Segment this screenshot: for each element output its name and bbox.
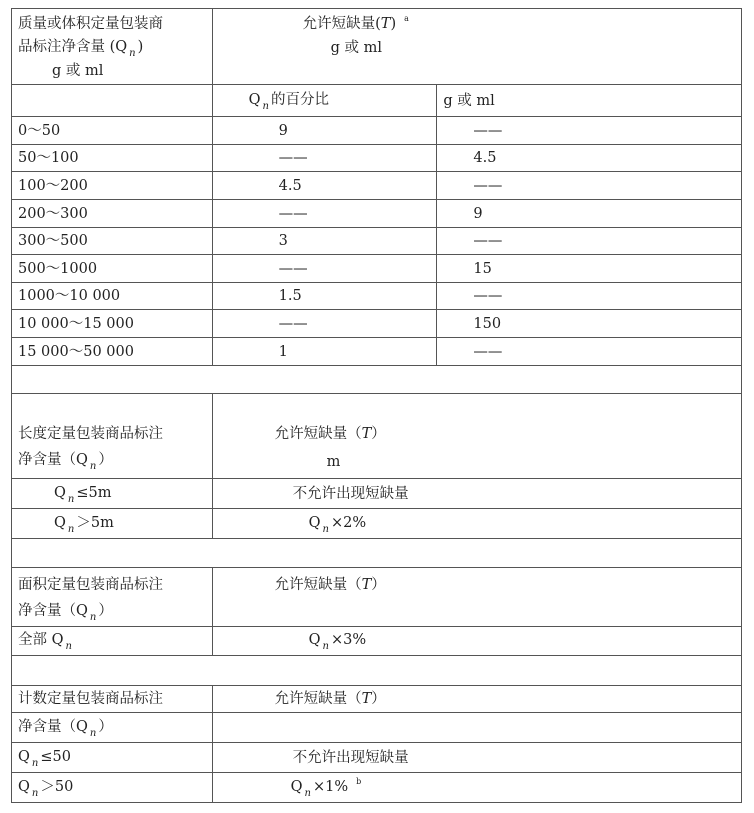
table-row: [12, 200, 742, 228]
spacer-row: [12, 539, 742, 568]
footnote-b: b: [356, 776, 362, 786]
table-row: [12, 479, 742, 509]
mass-header-right: [212, 9, 741, 85]
header-text: 品标注净含量 (Q $_n$ ): [18, 39, 144, 59]
condition-cell: Q $_n$ ＞5m: [12, 509, 213, 539]
gml-cell: ——: [437, 338, 742, 366]
gml-cell: 4.5: [437, 145, 742, 172]
table-row: [12, 283, 742, 310]
percent-cell: 4.5: [212, 172, 437, 200]
header-text: 净含量（Q $_n$ ）: [12, 713, 213, 743]
footnote-a: a: [404, 14, 409, 23]
empty-cell: [212, 713, 741, 743]
condition-cell: Q $_n$ ≤50: [12, 743, 213, 773]
value-cell: 不允许出现短缺量: [212, 479, 741, 509]
percent-cell: ——: [212, 310, 437, 338]
range-cell: 15 000～50 000: [12, 338, 213, 366]
gml-cell: ——: [437, 228, 742, 255]
mass-header-left: [12, 9, 213, 85]
condition-cell: Q $_n$ ≤5m: [12, 479, 213, 509]
header-text: 面积定量包装商品标注: [18, 577, 163, 593]
percent-cell: ——: [212, 200, 437, 228]
mass-header-row: [12, 9, 742, 85]
table-row: [12, 627, 742, 656]
range-cell: 200～300: [12, 200, 213, 228]
table-row: [12, 743, 742, 773]
header-text: 允许短缺量(T) $^a$: [302, 14, 409, 32]
header-unit: g 或 ml: [52, 63, 104, 79]
table-row: [12, 338, 742, 366]
range-cell: 100～200: [12, 172, 213, 200]
range-cell: 0～50: [12, 117, 213, 145]
table-row: [12, 310, 742, 338]
empty-cell: [12, 366, 742, 394]
condition-cell: Q $_n$ ＞50: [12, 773, 213, 803]
range-cell: 1000～10 000: [12, 283, 213, 310]
table-row: [12, 255, 742, 283]
gml-cell: 150: [437, 310, 742, 338]
condition-cell: 全部 Q $_n$: [12, 627, 213, 656]
header-text: 净含量（Q $_n$ ）: [18, 452, 113, 472]
range-cell: 300～500: [12, 228, 213, 255]
empty-cell: [12, 85, 213, 117]
mass-subheader-row: [12, 85, 742, 117]
percent-cell: 1: [212, 338, 437, 366]
count-header-row: [12, 686, 742, 713]
header-text: 允许短缺量（T）: [274, 426, 386, 442]
percent-cell: ——: [212, 255, 437, 283]
percent-cell: ——: [212, 145, 437, 172]
percent-cell: 1.5: [212, 283, 437, 310]
tolerance-table: [11, 8, 742, 803]
percent-cell: 9: [212, 117, 437, 145]
header-text: 质量或体积定量包装商: [18, 16, 163, 32]
table-row: [12, 145, 742, 172]
percent-cell: 3: [212, 228, 437, 255]
value-cell: Q $_n$ ×3%: [212, 627, 741, 656]
empty-cell: [12, 539, 742, 568]
header-unit: m: [326, 454, 341, 470]
range-cell: 10 000～15 000: [12, 310, 213, 338]
count-header-row-2: [12, 713, 742, 743]
spacer-row: [12, 656, 742, 686]
table-row: [12, 773, 742, 803]
value-cell: Q $_n$ ×1% $^b$: [212, 773, 741, 803]
gml-cell: ——: [437, 117, 742, 145]
length-header-row: [12, 394, 742, 479]
area-header-row: [12, 568, 742, 627]
subheader-gml: g 或 ml: [437, 85, 742, 117]
spacer-row: [12, 366, 742, 394]
gml-cell: 15: [437, 255, 742, 283]
table-row: [12, 509, 742, 539]
gml-cell: 9: [437, 200, 742, 228]
range-cell: 500～1000: [12, 255, 213, 283]
table-row: [12, 228, 742, 255]
empty-cell: [12, 656, 742, 686]
range-cell: 50～100: [12, 145, 213, 172]
area-header-right: 允许短缺量（T）: [212, 568, 741, 627]
count-header-right: 允许短缺量（T）: [212, 686, 741, 713]
subheader-percent: Q $_n$ 的百分比: [212, 85, 437, 117]
header-text: 净含量（Q $_n$ ）: [18, 603, 113, 623]
gml-cell: ——: [437, 172, 742, 200]
value-cell: Q $_n$ ×2%: [212, 509, 741, 539]
value-cell: 不允许出现短缺量: [212, 743, 741, 773]
header-text: 长度定量包装商品标注: [18, 426, 163, 442]
table-row: [12, 117, 742, 145]
count-header-left: 计数定量包装商品标注: [12, 686, 213, 713]
area-header-left: [12, 568, 213, 627]
table-row: [12, 172, 742, 200]
header-unit: g 或 ml: [330, 40, 382, 56]
length-header-left: [12, 394, 213, 479]
gml-cell: ——: [437, 283, 742, 310]
length-header-right: [212, 394, 741, 479]
